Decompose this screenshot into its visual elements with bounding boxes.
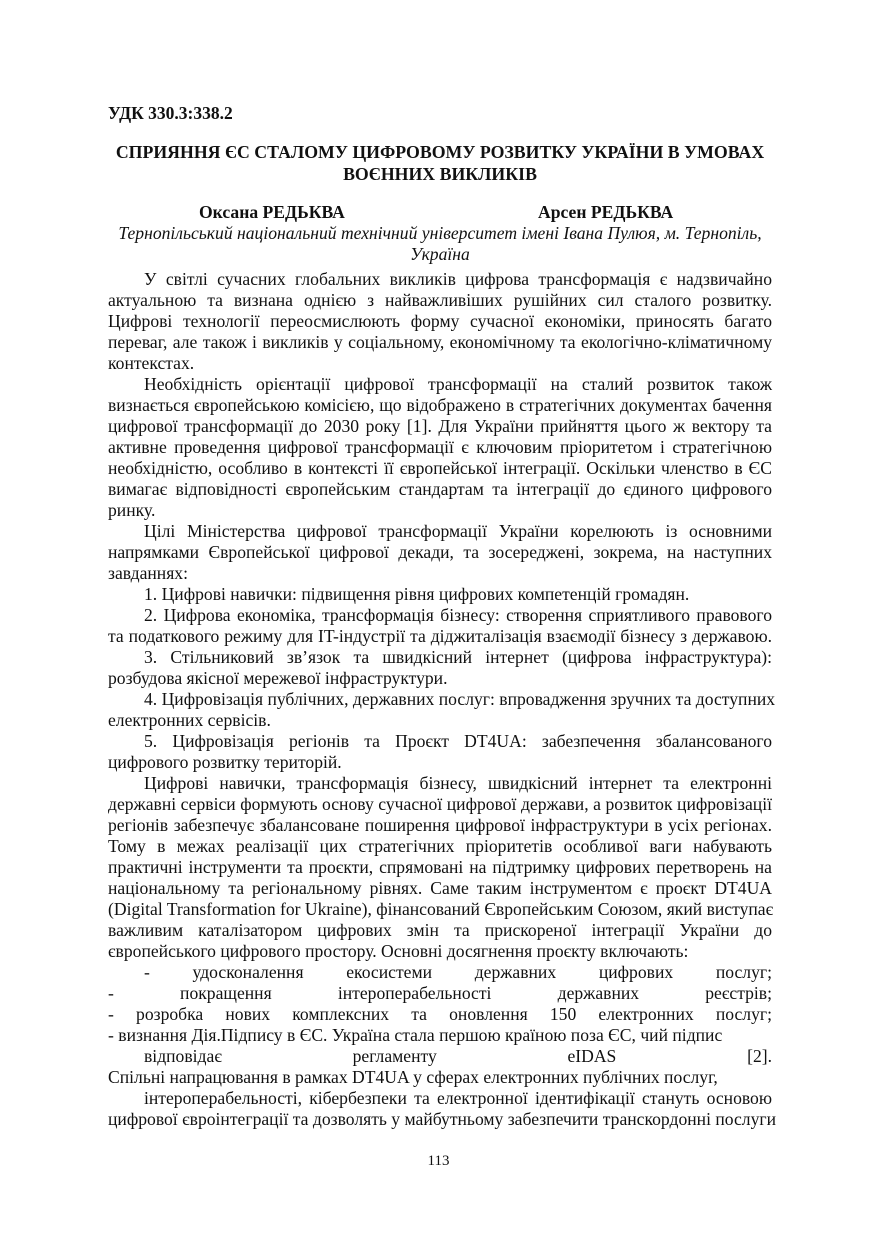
body-line: ринку. [108,500,156,520]
body-line: - визнання Дія.Підпису в ЄС. Україна стала першою країною поза ЄС, чий підпис [108,1025,723,1045]
body-line: 3. Стільниковий зв’язок та швидкісний інтернет (цифрова інфраструктура): [144,647,772,667]
body-line: активне проведення цифрової трансформації є ключовим пріоритетом і стратегічною [108,437,772,457]
body-line: напрямками Європейської цифрової декади, та зосереджені, зокрема, на наступних [108,542,772,562]
body-line: 4. Цифровізація публічних, державних послуг: впровадження зручних та доступних [144,689,776,709]
body-line: - розробка нових комплексних та оновлення 150 електронних послуг; [108,1004,772,1024]
body-line: Цифрові навички, трансформація бізнесу, швидкісний інтернет та електронні [144,773,772,793]
body-line: національному та регіональному рівнях. Саме таким інструментом є проєкт DT4UA [108,878,772,898]
paper-title-line-2: ВОЄННИХ ВИКЛИКІВ [343,164,537,184]
body-line: - удосконалення екосистеми державних цифрових послуг; [144,962,772,982]
page-number: 113 [427,1153,450,1169]
body-line: переваг, але також і викликів у соціальному, економічному та екологічно-кліматичному [108,332,772,352]
body-line: актуальною та визнана однією з найважливіших рушійних сил сталого розвитку. [108,290,772,310]
affiliation-line-1: Тернопільський національний технічний університет імені Івана Пулюя, м. Тернопіль, [118,223,762,243]
body-line: цифрового розвитку територій. [108,752,342,772]
body-line: Цілі Міністерства цифрової трансформації України корелюють із основними [144,521,772,541]
affiliation-line-2: Україна [410,244,470,264]
body-line: електронних сервісів. [108,710,271,730]
body-line: регіонів забезпечує збалансоване поширення цифрової інфраструктури в усіх регіонах. [108,815,772,835]
body-line: важливим каталізатором цифрових змін та прискореної інтеграції України до [108,920,772,940]
body-line: інтероперабельності, кібербезпеки та електронної ідентифікації стануть основою [144,1088,772,1108]
body-line: Цифрові технології переосмислюють форму сучасної економіки, приносять багато [108,311,772,331]
body-line: (Digital Transformation for Ukraine), фінансований Європейським Союзом, який виступає [108,899,774,919]
body-line: практичні інструменти та проєкти, спрямовані на підтримку цифрових перетворень на [108,857,772,877]
author-1: Оксана РЕДЬКВА [199,202,345,222]
body-line: У світлі сучасних глобальних викликів цифрова трансформація є надзвичайно [144,269,772,289]
body-line: контекстах. [108,353,195,373]
body-line: завданнях: [108,563,188,583]
body-line: європейського цифрового простору. Основні досягнення проєкту включають: [108,941,689,961]
body-line: та податкового режиму для IT-індустрії та діджиталізація взаємодії бізнесу з державою. [108,626,772,646]
body-line: 1. Цифрові навички: підвищення рівня цифрових компетенцій громадян. [144,584,690,604]
body-line: - покращення інтероперабельності державних реєстрів; [108,983,772,1003]
body-line: державні сервіси формують основу сучасної цифрової держави, а розвиток цифровізації [108,794,772,814]
body-line: необхідністю, особливо в контексті її європейської інтеграції. Оскільки членство в ЄС [108,458,772,478]
body-line: 5. Цифровізація регіонів та Проєкт DT4UA: забезпечення збалансованого [144,731,772,751]
author-2: Арсен РЕДЬКВА [538,202,674,222]
body-line: цифрової трансформації до 2030 року [1]. Для України прийняття цього ж вектору та [108,416,772,436]
body-line: визнається європейською комісією, що відображено в стратегічних документах бачення [108,395,772,415]
paper-title-line-1: СПРИЯННЯ ЄС СТАЛОМУ ЦИФРОВОМУ РОЗВИТКУ УКРАЇНИ В УМОВАХ [115,142,765,162]
body-line: відповідає регламенту eIDAS [2]. [144,1046,772,1066]
body-line: 2. Цифрова економіка, трансформація бізнесу: створення сприятливого правового [144,605,772,625]
body-line: цифрової євроінтеграції та дозволять у майбутньому забезпечити транскордонні послуги [108,1109,777,1129]
body-line: Спільні напрацювання в рамках DT4UA у сферах електронних публічних послуг, [108,1067,718,1087]
body-line: Необхідність орієнтації цифрової трансформації на сталий розвиток також [144,374,772,394]
body-line: Тому в межах реалізації цих стратегічних пріоритетів особливої ваги набувають [108,836,772,856]
body-line: розбудова якісної мережевої інфраструктури. [108,668,448,688]
body-line: вимагає відповідності європейським стандартам та інтеграції до єдиного цифрового [108,479,772,499]
udk-code: УДК 330.3:338.2 [108,103,233,123]
